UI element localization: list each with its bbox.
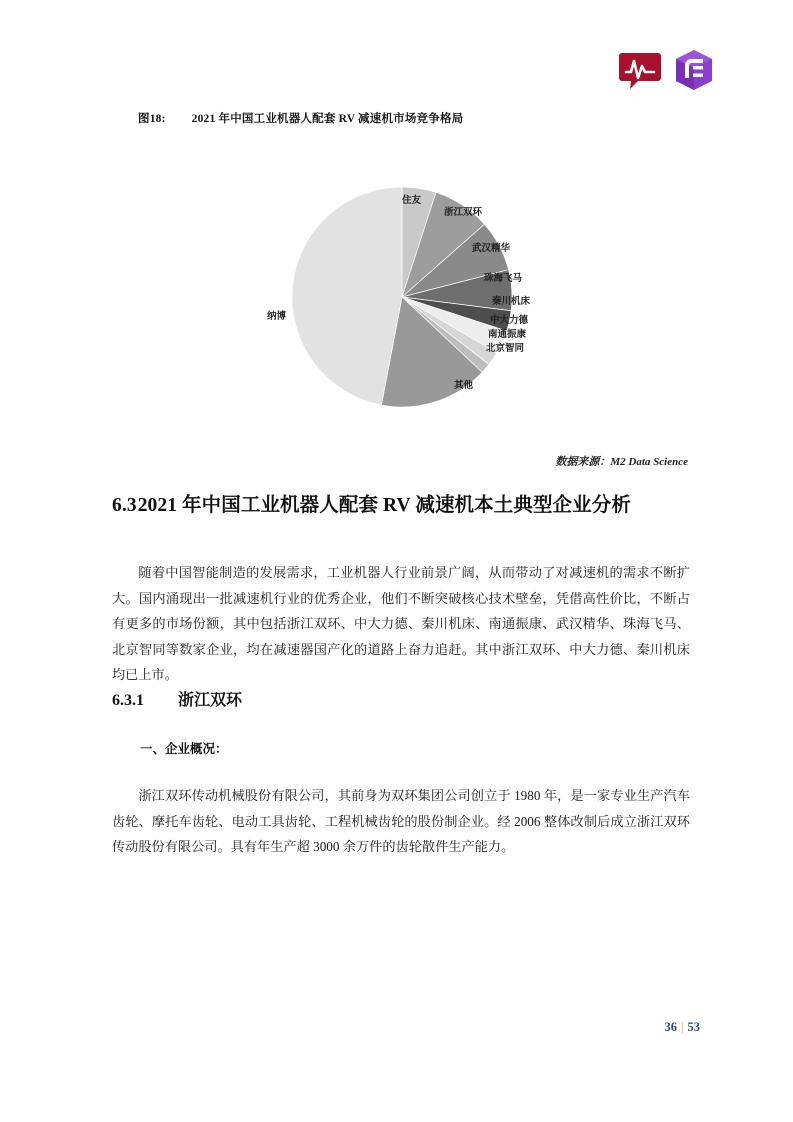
pie-chart <box>112 165 682 430</box>
figure-title: 2021 年中国工业机器人配套 RV 减速机市场竞争格局 <box>191 113 464 125</box>
pie-label-住友: 住友 <box>402 196 422 206</box>
pie-label-其他: 其他 <box>454 381 474 391</box>
figure-number: 图18: <box>138 113 166 125</box>
pie-chart-canvas <box>290 185 514 409</box>
section-heading-text: 2021 年中国工业机器人配套 RV 减速机本土典型企业分析 <box>137 495 631 516</box>
pie-label-武汉精华: 武汉精华 <box>472 244 511 254</box>
pie-label-纳博: 纳博 <box>267 312 287 322</box>
pie-label-南通振康: 南通振康 <box>488 330 527 340</box>
figure-source: 数据来源：M2 Data Science <box>555 456 688 468</box>
page-footer <box>560 1020 700 1035</box>
section-heading-number: 6.3 <box>112 495 137 516</box>
subsection-heading <box>112 687 242 710</box>
pie-slice-纳博 <box>292 187 402 405</box>
header-logo-bar <box>618 44 738 96</box>
page-number-separator: | <box>680 1020 684 1034</box>
pie-label-中大力德: 中大力德 <box>490 316 529 326</box>
figure-caption <box>138 110 698 126</box>
subsection-heading-number: 6.3.1 <box>112 692 144 709</box>
hexagon-logo <box>672 48 716 92</box>
section-heading <box>112 489 702 517</box>
subsection-heading-text: 浙江双环 <box>178 692 243 709</box>
company-paragraph: 浙江双环传动机械股份有限公司，其前身为双环集团公司创立于 1980 年，是一家专业生产汽车齿轮、摩托车齿轮、电动工具齿轮、工程机械齿轮的股份制企业。经 2006 整体改制后成立浙江双环传动股份有限公司。具有年生产超 3000 余万件的齿轮散件生产能力。 <box>112 788 690 855</box>
pie-label-秦川机床: 秦川机床 <box>492 297 531 307</box>
pie-label-北京智同: 北京智同 <box>486 344 525 354</box>
pie-label-珠海飞马: 珠海飞马 <box>484 274 523 284</box>
page-number-total: 53 <box>687 1020 700 1034</box>
speech-bubble-pulse-logo <box>618 48 662 92</box>
page-number-current: 36 <box>664 1020 677 1034</box>
intro-paragraph: 随着中国智能制造的发展需求，工业机器人行业前景广阔，从而带动了对减速机的需求不断扩大。国内涌现出一批减速机行业的优秀企业，他们不断突破核心技术壁垒，凭借高性价比，不断占有更多的市场份额，其中包括浙江双环、中大力德、秦川机床、南通振康、武汉精华、珠海飞马、北京智同等数家企业，均在减速器国产化的道路上奋力追赶。其中浙江双环、中大力德、秦川机床均已上市。 <box>112 565 690 683</box>
company-overview-heading: 一、企业概况： <box>140 742 228 756</box>
pie-label-浙江双环: 浙江双环 <box>444 208 483 218</box>
